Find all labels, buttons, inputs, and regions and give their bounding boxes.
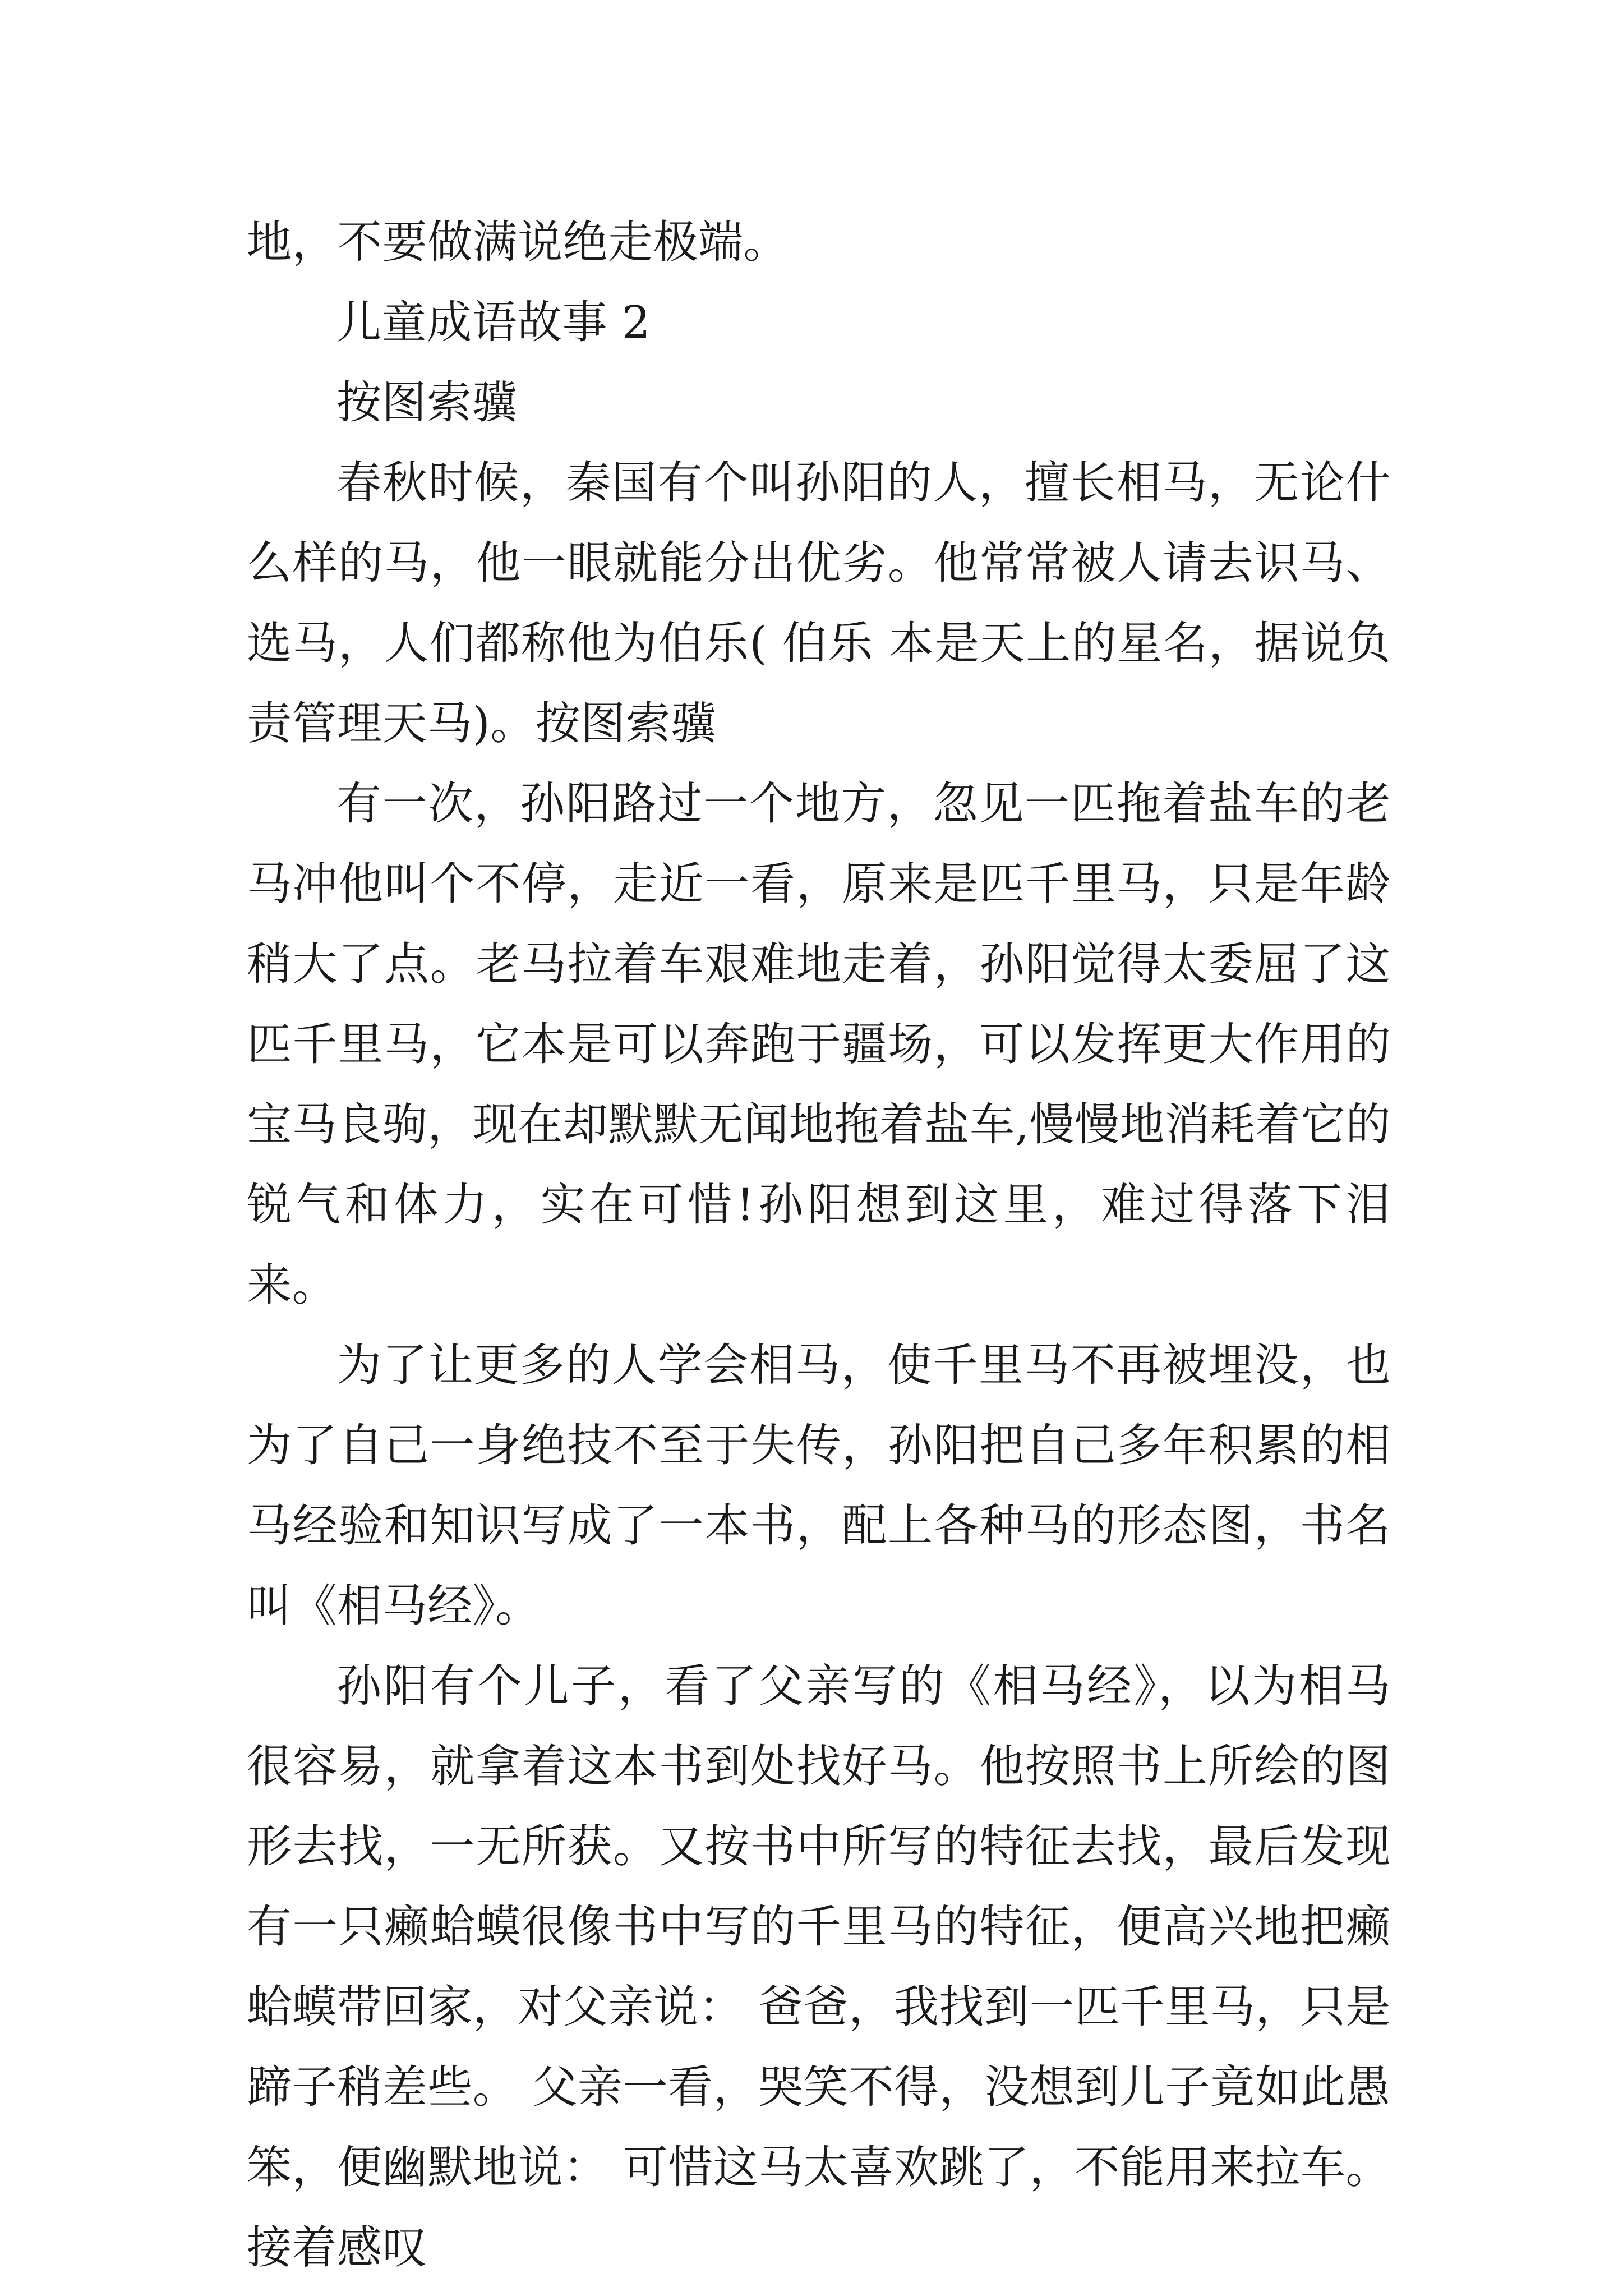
paragraph: 孙阳有个儿子，看了父亲写的《相马经》，以为相马很容易，就拿着这本书到处找好马。他按照书上所绘的图形去找，一无所获。又按书中所写的特征去找，最后发现有一只癞蛤蟆很像书中写的千里马的特征，便高兴地把癞蛤蟆带回家，对父亲说： 爸爸，我找到一匹千里马，只是蹄子稍差些。 父亲一看，哭笑不得，没想到儿子竟如此愚笨，便幽默地说： 可惜这马太喜欢跳了，不能用来拉车。 接着感叹 bbox=[247, 1660, 1391, 2274]
paragraph: 春秋时候，秦国有个叫孙阳的人，擅长相马，无论什么样的马，他一眼就能分出优劣。他常常被人请去识马、选马，人们都称他为伯乐( 伯乐 本是天上的星名，据说负责管理天马)。按图索骥 bbox=[247, 457, 1391, 749]
story-heading: 儿童成语故事 2 bbox=[336, 296, 651, 348]
story-title: 按图索骥 bbox=[336, 376, 517, 429]
paragraph: 有一次，孙阳路过一个地方，忽见一匹拖着盐车的老马冲他叫个不停，走近一看，原来是匹千里马，只是年龄稍大了点。老马拉着车艰难地走着，孙阳觉得太委屈了这匹千里马，它本是可以奔跑于疆场，可以发挥更大作用的宝马良驹，现在却默默无闻地拖着盐车,慢慢地消耗着它的锐气和体力，实在可惜!孙阳想到这里，难过得落下泪来。 bbox=[247, 777, 1391, 1311]
paragraph: 为了让更多的人学会相马，使千里马不再被埋没，也为了自己一身绝技不至于失传，孙阳把自己多年积累的相马经验和知识写成了一本书，配上各种马的形态图，书名叫《相马经》。 bbox=[247, 1339, 1391, 1632]
paragraph-continuation: 地，不要做满说绝走极端。 bbox=[247, 216, 789, 268]
body-text bbox=[247, 202, 1391, 2288]
